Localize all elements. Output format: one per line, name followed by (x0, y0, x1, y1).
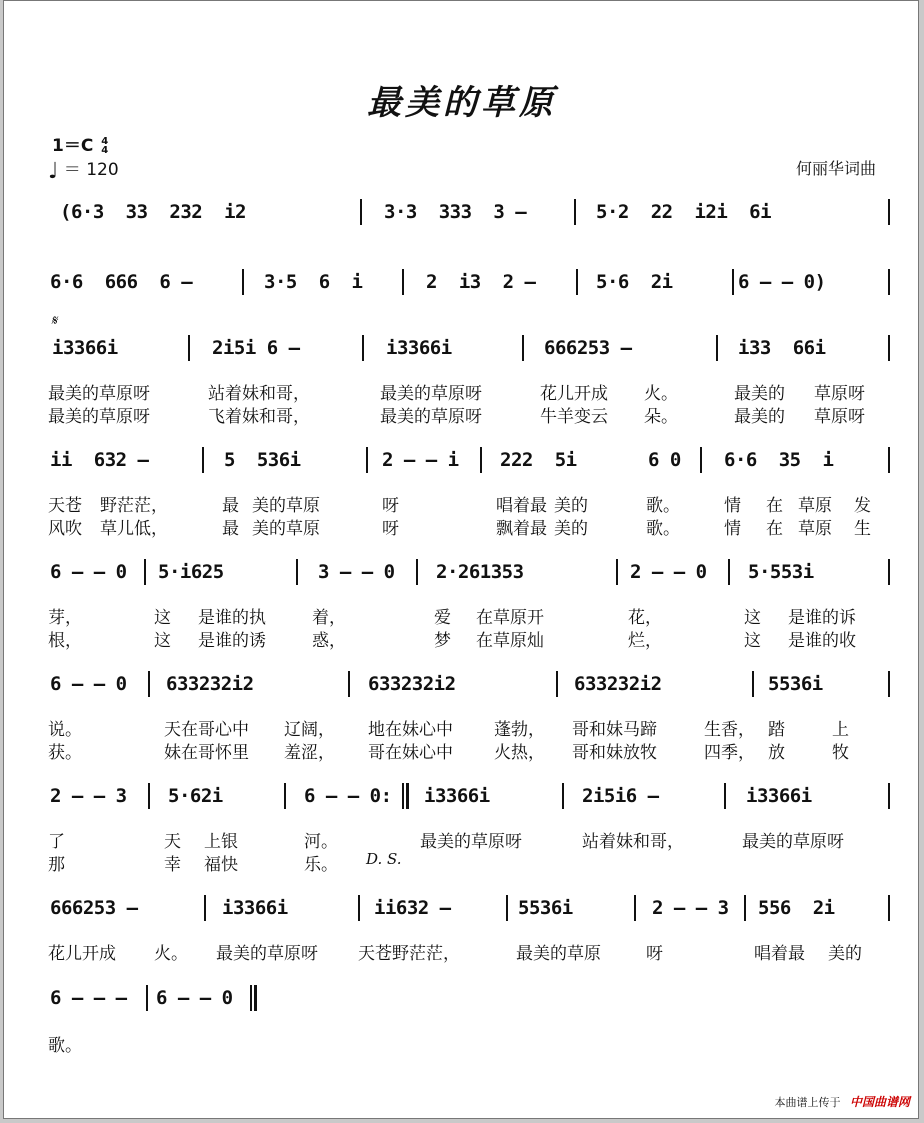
lyrics-line-5-verse-1 (48, 827, 898, 852)
lyric: 火。 (154, 944, 188, 964)
measure: 6 – – 0 (156, 987, 233, 1009)
barline (348, 671, 350, 697)
lyrics-line-2-verse-2 (48, 514, 898, 539)
lyrics-line-3-verse-1 (48, 603, 898, 628)
measure: 556 2i (758, 897, 835, 919)
lyric: 最美的草原呀 (380, 407, 482, 427)
measure: 2 – – i (382, 449, 459, 471)
lyric: 那 (48, 855, 65, 875)
lyric: 最美的草原呀 (48, 384, 150, 404)
measure: 633232i2 (166, 673, 254, 695)
measure: 6 – – – (50, 987, 127, 1009)
measure: 6 0 (648, 449, 681, 471)
measure: (6·3 33 232 i2 (60, 201, 246, 223)
measure: ii632 – (374, 897, 451, 919)
barline (752, 671, 754, 697)
barline (574, 199, 576, 225)
lyric: 火。 (644, 384, 678, 404)
measure: 5·2 22 i2i 6i (596, 201, 772, 223)
measure: 5·i625 (158, 561, 224, 583)
repeat-barline (402, 783, 404, 809)
barline (480, 447, 482, 473)
lyric: 朵。 (644, 407, 678, 427)
measure: 633232i2 (368, 673, 456, 695)
measure: i3366i (222, 897, 288, 919)
barline (616, 559, 618, 585)
lyric: 在草原开 (476, 608, 544, 628)
barline (576, 269, 578, 295)
lyric: 哥和妹放牧 (572, 743, 657, 763)
lyric: 花儿开成 (540, 384, 608, 404)
lyric: 草原呀 (814, 384, 865, 404)
barline (506, 895, 508, 921)
measure: ii 632 – (50, 449, 149, 471)
barline (242, 269, 244, 295)
measure: i3366i (52, 337, 118, 359)
music-line-4 (48, 441, 890, 479)
composer-credit: 何丽华词曲 (795, 159, 876, 178)
lyric: 飘着最 (496, 519, 547, 539)
lyric: 这 (154, 631, 171, 651)
lyrics-line-6 (48, 939, 898, 964)
measure: 6·6 666 6 – (50, 271, 193, 293)
barline (202, 447, 204, 473)
measure: 2·261353 (436, 561, 524, 583)
lyric: 着， (312, 608, 346, 628)
measure: 5536i (518, 897, 573, 919)
barline (888, 559, 890, 585)
music-line-8 (48, 889, 890, 927)
quarter-note-icon: ♩ (48, 159, 59, 184)
lyrics-line-4-verse-2 (48, 738, 898, 763)
lyric: 最美的 (734, 407, 785, 427)
barline (360, 199, 362, 225)
measure: 2i5i6 – (582, 785, 659, 807)
final-barline-thick (254, 985, 257, 1011)
lyric: 在 (766, 496, 783, 516)
key-label: 1＝C (52, 136, 94, 156)
barline (358, 895, 360, 921)
lyric: 风吹 (48, 519, 82, 539)
lyric: 了 (48, 832, 65, 852)
lyric: 呀 (382, 519, 399, 539)
barline (296, 559, 298, 585)
measure: 6 – – 0 (50, 561, 127, 583)
lyric: 情 (724, 496, 741, 516)
barline (522, 335, 524, 361)
barline (888, 199, 890, 225)
barline (888, 335, 890, 361)
barline (888, 447, 890, 473)
lyric: 情 (724, 519, 741, 539)
measure: 2i5i 6 – (212, 337, 300, 359)
lyric: 羞涩， (284, 743, 335, 763)
lyric: 美的 (554, 496, 588, 516)
barline (366, 447, 368, 473)
measure: i3366i (746, 785, 812, 807)
lyric: 站着妹和哥， (582, 832, 684, 852)
measure: 2 – – 0 (630, 561, 707, 583)
footer-text: 本曲谱上传于 (774, 1096, 841, 1109)
music-line-7 (48, 777, 890, 815)
music-line-2 (48, 263, 890, 301)
measure: 5·62i (168, 785, 223, 807)
measure: 6 – – 0) (738, 271, 826, 293)
lyric: 飞着妹和哥， (208, 407, 310, 427)
lyric: 歌。 (646, 496, 680, 516)
lyric: 妹在哥怀里 (164, 743, 249, 763)
lyric: 呀 (646, 944, 663, 964)
lyric: 这 (154, 608, 171, 628)
lyric: 爱 (434, 608, 451, 628)
lyric: 野茫茫， (100, 496, 168, 516)
measure: i3366i (386, 337, 452, 359)
lyric: 草儿低， (100, 519, 168, 539)
barline (562, 783, 564, 809)
lyric: 呀 (382, 496, 399, 516)
lyric: 地在妹心中 (368, 720, 453, 740)
barline (148, 783, 150, 809)
lyric: 根， (48, 631, 82, 651)
lyric: 火热， (494, 743, 545, 763)
measure: 633232i2 (574, 673, 662, 695)
lyric: 蓬勃， (494, 720, 545, 740)
lyric: 踏 (768, 720, 785, 740)
lyric: 最美的草原 (516, 944, 601, 964)
barline (634, 895, 636, 921)
repeat-barline-thick (406, 783, 409, 809)
lyric: 生香， (704, 720, 755, 740)
segno-icon: 𝄋 (51, 313, 58, 329)
lyric: 上 (832, 720, 849, 740)
lyric: 唱着最 (496, 496, 547, 516)
music-line-6 (48, 665, 890, 703)
lyric: 上银 (204, 832, 238, 852)
lyric: 河。 (304, 832, 338, 852)
lyric: 草原 (798, 519, 832, 539)
barline (744, 895, 746, 921)
measure: 222 5i (500, 449, 577, 471)
lyric: 牛羊变云 (540, 407, 608, 427)
lyric: 哥在妹心中 (368, 743, 453, 763)
footer-credit (774, 1093, 910, 1110)
lyrics-line-5-verse-2 (48, 850, 898, 875)
lyric: 四季， (704, 743, 755, 763)
lyric: 站着妹和哥， (208, 384, 310, 404)
barline (146, 985, 148, 1011)
barline (888, 895, 890, 921)
barline (148, 671, 150, 697)
lyric: 是谁的收 (788, 631, 856, 651)
measure: 5536i (768, 673, 823, 695)
lyric: 乐。 (304, 855, 338, 875)
lyric: 天苍 (48, 496, 82, 516)
measure: 666253 – (544, 337, 632, 359)
lyric: 最美的草原呀 (420, 832, 522, 852)
lyrics-line-3-verse-2 (48, 626, 898, 651)
lyrics-line-4-verse-1 (48, 715, 898, 740)
lyric: 最 (222, 519, 239, 539)
barline (144, 559, 146, 585)
lyric: 美的草原 (252, 519, 320, 539)
lyric: 歌。 (48, 1036, 82, 1056)
lyric: 美的 (554, 519, 588, 539)
lyric: 是谁的执 (198, 608, 266, 628)
lyric: 最美的草原呀 (48, 407, 150, 427)
final-barline (250, 985, 252, 1011)
barline (402, 269, 404, 295)
lyric: 在 (766, 519, 783, 539)
lyric: 芽， (48, 608, 82, 628)
measure: 3·5 6 i (264, 271, 363, 293)
barline (416, 559, 418, 585)
barline (284, 783, 286, 809)
music-line-3 (48, 329, 890, 367)
measure: i3366i (424, 785, 490, 807)
lyric: 最美的草原呀 (742, 832, 844, 852)
lyric: 最美的草原呀 (380, 384, 482, 404)
lyric: 放 (768, 743, 785, 763)
score-page (3, 0, 919, 1119)
measure: 3·3 333 3 – (384, 201, 527, 223)
lyric: 福快 (204, 855, 238, 875)
music-line-9 (48, 979, 890, 1017)
barline (204, 895, 206, 921)
barline (700, 447, 702, 473)
lyric: 这 (744, 608, 761, 628)
measure: 5·553i (748, 561, 814, 583)
lyric: 辽阔， (284, 720, 335, 740)
lyric: 最美的 (734, 384, 785, 404)
lyric: 美的草原 (252, 496, 320, 516)
measure: 6·6 35 i (724, 449, 834, 471)
lyrics-line-1-verse-1 (48, 379, 898, 404)
lyric: 梦 (434, 631, 451, 651)
music-line-1 (48, 193, 890, 231)
time-signature (101, 137, 108, 155)
key-signature (52, 131, 108, 156)
tempo-value: ＝ 120 (63, 160, 119, 180)
measure: 5 536i (224, 449, 301, 471)
barline (728, 559, 730, 585)
lyric: 草原呀 (814, 407, 865, 427)
dal-segno-marking: D. S. (366, 850, 402, 868)
barline (732, 269, 734, 295)
measure: 6 – – 0: (304, 785, 392, 807)
lyric: 唱着最 (754, 944, 805, 964)
measure: 2 – – 3 (50, 785, 127, 807)
measure: 2 – – 3 (652, 897, 729, 919)
barline (888, 783, 890, 809)
barline (724, 783, 726, 809)
lyric: 最美的草原呀 (216, 944, 318, 964)
lyric: 哥和妹马蹄 (572, 720, 657, 740)
lyric: 烂， (628, 631, 662, 651)
measure: 3 – – 0 (318, 561, 395, 583)
measure: 6 – – 0 (50, 673, 127, 695)
song-title: 最美的草原 (367, 83, 557, 123)
lyric: 歌。 (646, 519, 680, 539)
lyric: 花， (628, 608, 662, 628)
lyric: 是谁的诉 (788, 608, 856, 628)
lyric: 最 (222, 496, 239, 516)
lyric: 在草原灿 (476, 631, 544, 651)
site-logo[interactable]: 中国曲谱网 (849, 1095, 910, 1109)
barline (188, 335, 190, 361)
lyric: 是谁的诱 (198, 631, 266, 651)
lyric: 发 (854, 496, 871, 516)
music-line-5 (48, 553, 890, 591)
lyric: 草原 (798, 496, 832, 516)
measure: 5·6 2i (596, 271, 673, 293)
lyric: 天在哥心中 (164, 720, 249, 740)
lyric: 说。 (48, 720, 82, 740)
lyric: 天 (164, 832, 181, 852)
lyric: 惑， (312, 631, 346, 651)
lyric: 这 (744, 631, 761, 651)
lyric: 幸 (164, 855, 181, 875)
tempo-marking (48, 155, 119, 184)
barline (716, 335, 718, 361)
lyric: 天苍野茫茫， (358, 944, 460, 964)
lyric: 生 (854, 519, 871, 539)
lyrics-line-2-verse-1 (48, 491, 898, 516)
lyric: 牧 (832, 743, 849, 763)
barline (362, 335, 364, 361)
barline (888, 671, 890, 697)
time-bottom: 4 (101, 145, 109, 156)
measure: 2 i3 2 – (426, 271, 536, 293)
lyric: 花儿开成 (48, 944, 116, 964)
lyric: 获。 (48, 743, 82, 763)
measure: i33 66i (738, 337, 826, 359)
lyrics-line-7 (48, 1031, 898, 1056)
measure: 666253 – (50, 897, 138, 919)
lyric: 美的 (828, 944, 862, 964)
barline (556, 671, 558, 697)
lyrics-line-1-verse-2 (48, 402, 898, 427)
time-top: 4 (101, 136, 109, 147)
barline (888, 269, 890, 295)
